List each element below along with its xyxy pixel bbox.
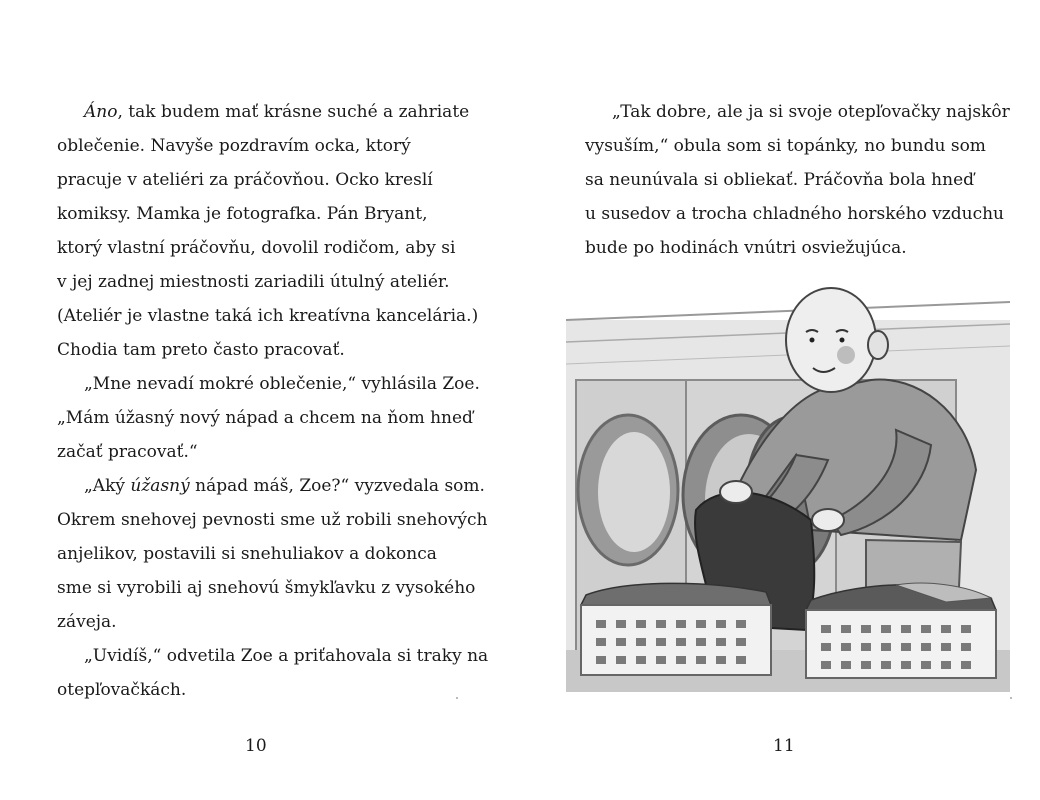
text-line: sa neunúvala si obliekať. Práčovňa bola hneď	[585, 170, 975, 190]
print-mark	[456, 697, 458, 699]
text-line: ktorý vlastní práčovňu, dovolil rodičom, aby si	[57, 238, 456, 258]
page-number-left: 10	[245, 736, 267, 756]
text-line: bude po hodinách vnútri osviežujúca.	[585, 238, 907, 258]
print-mark	[1010, 697, 1012, 699]
text-line: „Aký úžasný nápad máš, Zoe?“ vyzvedala som.	[84, 476, 485, 496]
text-line: (Ateliér je vlastne taká ich kreatívna kancelária.)	[57, 306, 479, 326]
text-line: „Tak dobre, ale ja si svoje otepľovačky najskôr	[612, 102, 1010, 122]
text-line: anjelikov, postavili si snehuliakov a dokonca	[57, 544, 437, 564]
text-line: pracuje v ateliéri za práčovňou. Ocko kreslí	[57, 170, 433, 190]
text-line: záveja.	[57, 612, 117, 632]
text-line: Chodia tam preto často pracovať.	[57, 340, 345, 360]
text-line: komiksy. Mamka je fotografka. Pán Bryant,	[57, 204, 428, 224]
text-line: oblečenie. Navyše pozdravím ocka, ktorý	[57, 136, 411, 156]
text-line: sme si vyrobili aj snehovú šmykľavku z vysokého	[57, 578, 476, 598]
text-line: Áno, tak budem mať krásne suché a zahriate	[84, 102, 470, 122]
left-page-text	[57, 95, 488, 707]
right-page-text	[585, 95, 1010, 265]
man-head	[786, 288, 876, 392]
page-number-right: 11	[773, 736, 795, 756]
text-line: Okrem snehovej pevnosti sme už robili snehových	[57, 510, 488, 530]
text-line: vysuším,“ obula som si topánky, no bundu som	[585, 136, 986, 156]
text-line: „Mne nevadí mokré oblečenie,“ vyhlásila Zoe.	[84, 374, 480, 394]
text-line: otepľovačkách.	[57, 680, 187, 700]
text-line: v jej zadnej miestnosti zariadili útulný ateliér.	[57, 272, 450, 292]
laundry-basket-left	[581, 583, 771, 675]
text-line: začať pracovať.“	[57, 442, 198, 462]
text-line: u susedov a trocha chladného horského vzduchu	[585, 204, 1004, 224]
laundromat-man-icon	[566, 280, 1010, 692]
text-line: „Mám úžasný nový nápad a chcem na ňom hneď	[57, 408, 473, 428]
text-line: „Uvidíš,“ odvetila Zoe a priťahovala si traky na	[84, 646, 489, 666]
laundry-basket-right	[806, 583, 996, 678]
